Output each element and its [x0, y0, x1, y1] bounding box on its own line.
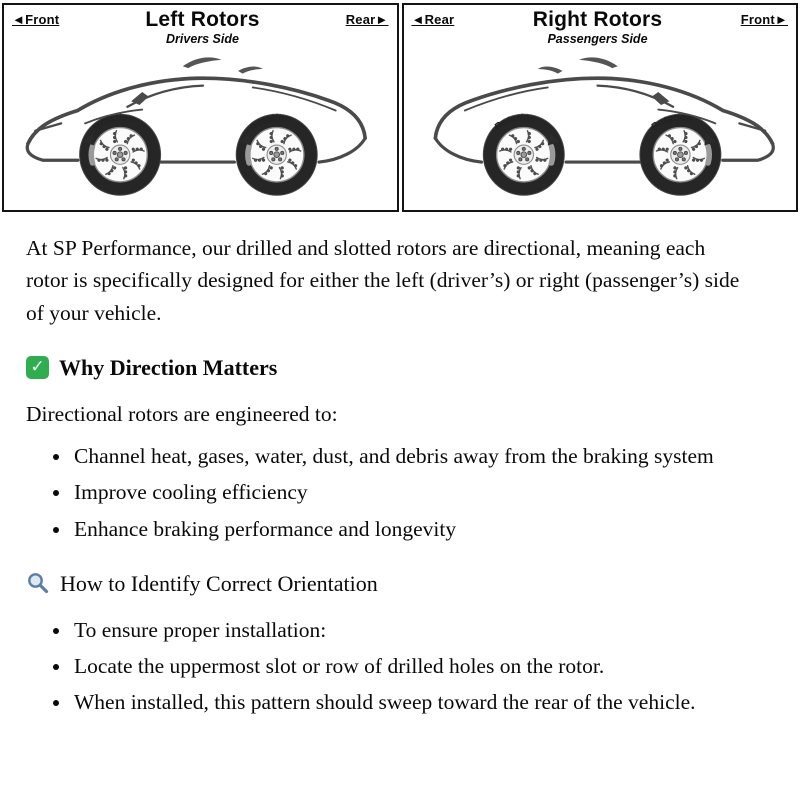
- check-badge-icon: ✓: [26, 356, 49, 379]
- rear-direction-label: ◄Rear: [411, 12, 455, 27]
- panel-titles: [533, 9, 663, 46]
- front-direction-label: Front►: [740, 12, 788, 27]
- panel-header: [404, 5, 797, 46]
- section-heading-why-direction-matters: [26, 351, 774, 384]
- right-arrow-icon: ►: [375, 12, 389, 27]
- panel-title: Left Rotors: [145, 8, 260, 31]
- diagram-panel-left: [2, 3, 399, 212]
- list-item: • Channel heat, gases, water, dust, and debris away from the braking system: [72, 440, 756, 472]
- section-lead: Directional rotors are engineered to:: [26, 401, 338, 426]
- list-item: • Locate the uppermost slot or row of drilled holes on the rotor.: [72, 650, 756, 682]
- orientation-steps-list: [26, 614, 756, 719]
- svg-text:Rotation: Rotation: [491, 112, 537, 132]
- panel-subtitle: Drivers Side: [166, 32, 239, 47]
- panel-title: Right Rotors: [532, 8, 663, 31]
- intro-paragraph: At SP Performance, our drilled and slotted rotors are directional, meaning each rotor is specifically designed for either the left (driver’s) or right (passenger’s) side of your vehicle.: [26, 236, 740, 325]
- panel-header: [4, 5, 397, 46]
- magnifier-icon: [26, 571, 50, 595]
- list-item: • Improve cooling efficiency: [72, 476, 756, 508]
- list-item: • When installed, this pattern should sweep toward the rear of the vehicle.: [72, 686, 756, 718]
- section-heading-text: Why Direction Matters: [59, 354, 278, 380]
- diagram-panel-right: [402, 3, 799, 212]
- car-right-illustration: [404, 46, 797, 198]
- left-arrow-icon: ◄: [411, 12, 425, 27]
- section-heading-text: How to Identify Correct Orientation: [60, 570, 378, 596]
- list-item: • Enhance braking performance and longevity: [72, 513, 756, 545]
- car-left-illustration: [4, 46, 397, 198]
- list-item: • To ensure proper installation:: [72, 614, 756, 646]
- benefits-list: [26, 440, 756, 545]
- svg-text:Rotation: Rotation: [648, 112, 694, 132]
- right-arrow-icon: ►: [774, 12, 788, 27]
- rear-direction-label: Rear►: [345, 12, 389, 27]
- panel-titles: [145, 9, 259, 46]
- svg-text:Rotation: Rotation: [91, 112, 136, 133]
- svg-text:Rotation: Rotation: [247, 112, 293, 133]
- section-heading-orientation: [26, 567, 774, 600]
- left-arrow-icon: ◄: [12, 12, 26, 27]
- rotor-orientation-diagram: [0, 0, 800, 212]
- front-direction-label: ◄Front: [12, 12, 60, 27]
- article-body: [0, 212, 800, 719]
- panel-subtitle: Passengers Side: [547, 32, 648, 47]
